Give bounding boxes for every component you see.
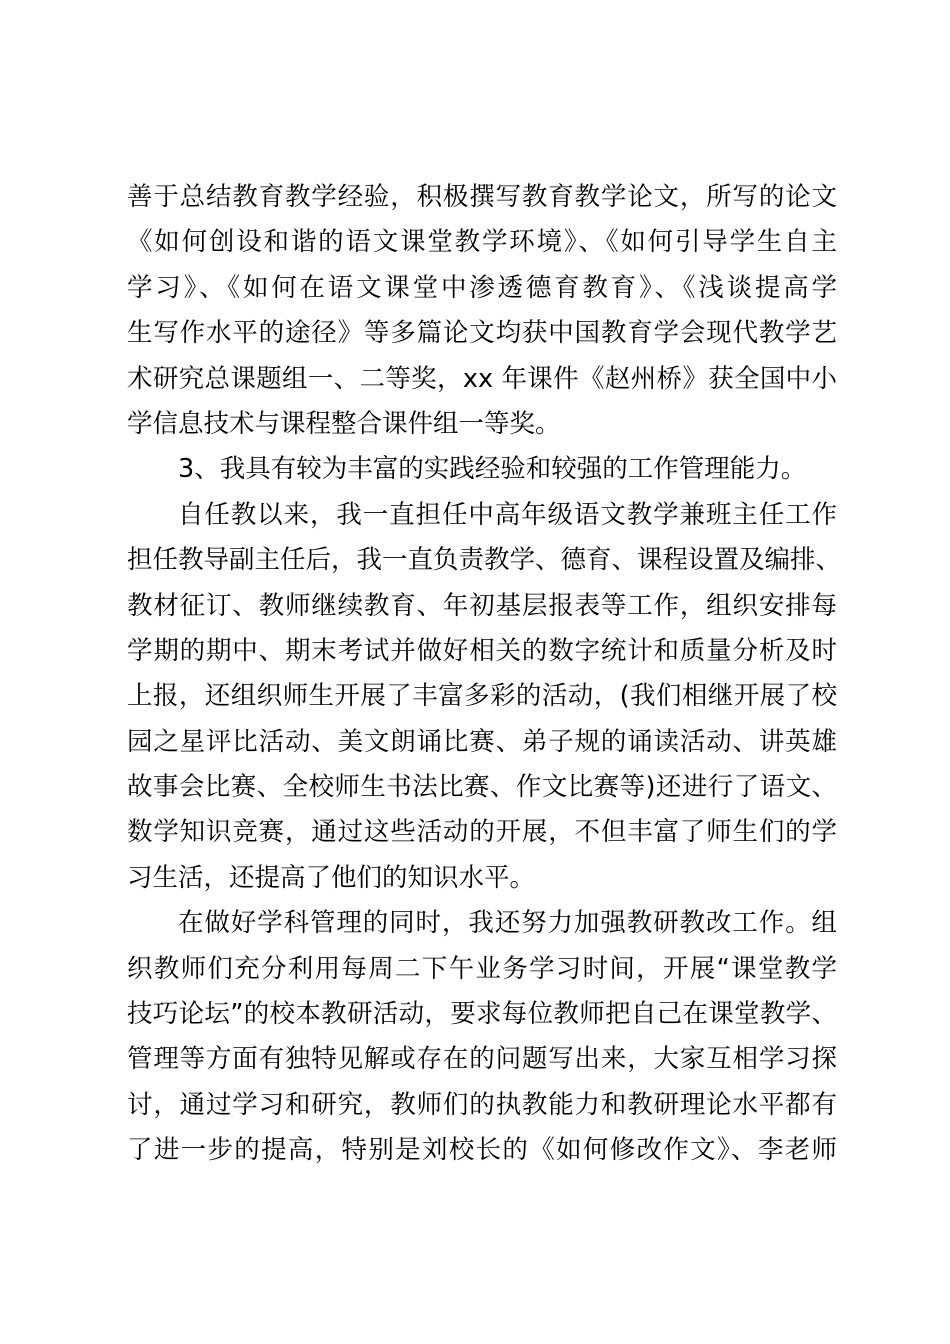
paragraph-line: 学期的期中、期末考试并做好相关的数字统计和质量分析及时 (127, 635, 837, 666)
paragraph-line: 在做好学科管理的同时，我还努力加强教研教改工作。组 (178, 908, 837, 939)
paragraph-line: 生写作水平的途径》等多篇论文均获中国教育学会现代教学艺 (127, 318, 837, 349)
paragraph-line: 学习》、《如何在语文课堂中渗透德育教育》、《浅谈提高学 (127, 272, 837, 303)
paragraph-line: 讨，通过学习和研究，教师们的执教能力和教研理论水平都有 (127, 1089, 837, 1120)
paragraph-line: 织教师们充分利用每周二下午业务学习时间，开展“课堂教学 (127, 953, 837, 984)
paragraph-line: 上报，还组织师生开展了丰富多彩的活动，(我们相继开展了校 (127, 681, 837, 712)
paragraph-line: 管理等方面有独特见解或存在的问题写出来，大家互相学习探 (127, 1044, 837, 1075)
paragraph-line: 了进一步的提高，特别是刘校长的《如何修改作文》、李老师 (127, 1135, 837, 1166)
paragraph-line: 术研究总课题组一、二等奖，xx 年课件《赵州桥》获全国中小 (127, 363, 837, 394)
paragraph-line: 3、我具有较为丰富的实践经验和较强的工作管理能力。 (178, 454, 807, 485)
paragraph-line: 《如何创设和谐的语文课堂教学环境》、《如何引导学生自主 (127, 227, 837, 258)
paragraph-line: 教材征订、教师继续教育、年初基层报表等工作，组织安排每 (127, 590, 837, 621)
paragraph-line: 故事会比赛、全校师生书法比赛、作文比赛等)还进行了语文、 (127, 772, 837, 803)
paragraph-line: 技巧论坛”的校本教研活动，要求每位教师把自己在课堂教学、 (127, 999, 837, 1030)
paragraph (127, 175, 837, 447)
paragraph-line: 园之星评比活动、美文朗诵比赛、弟子规的诵读活动、讲英雄 (127, 726, 837, 757)
paragraph (127, 447, 837, 492)
paragraph-line: 担任教导副主任后，我一直负责教学、德育、课程设置及编排、 (127, 545, 842, 576)
document-body (127, 175, 842, 1174)
paragraph (127, 493, 842, 902)
paragraph-line: 善于总结教育教学经验，积极撰写教育教学论文，所写的论文 (127, 182, 837, 212)
paragraph (127, 901, 837, 1173)
paragraph-line: 学信息技术与课程整合课件组一等奖。 (127, 408, 561, 439)
paragraph-line: 习生活，还提高了他们的知识水平。 (127, 862, 536, 893)
paragraph-line: 自任教以来，我一直担任中高年级语文教学兼班主任工作 (178, 499, 837, 530)
paragraph-line: 数学知识竞赛，通过这些活动的开展，不但丰富了师生们的学 (127, 817, 837, 848)
